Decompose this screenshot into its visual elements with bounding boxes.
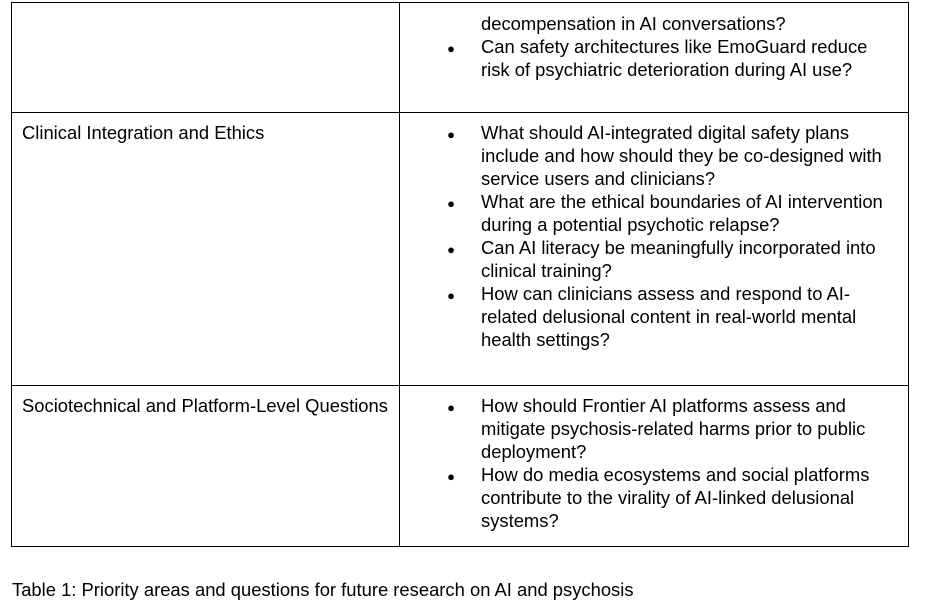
questions-cell [400, 113, 909, 386]
question-text: Can safety architectures like EmoGuard reduce risk of psychiatric deterioration during AI use? [481, 36, 868, 80]
list-item [400, 394, 900, 463]
list-item [400, 12, 900, 35]
bullet-icon [446, 282, 456, 307]
list-item [400, 121, 900, 190]
research-priorities-table [11, 2, 909, 547]
question-text: How do media ecosystems and social platforms contribute to the virality of AI-linked delusional systems? [481, 464, 870, 531]
questions-cell [400, 386, 909, 547]
list-item [400, 35, 900, 81]
question-text: How should Frontier AI platforms assess and mitigate psychosis-related harms prior to public deployment? [481, 395, 866, 462]
area-cell [12, 3, 400, 113]
area-label: Clinical Integration and Ethics [22, 122, 265, 143]
table-row [12, 386, 909, 547]
list-item [400, 282, 900, 351]
question-text: How can clinicians assess and respond to AI-related delusional content in real-world mental health settings? [481, 283, 857, 350]
question-list [400, 3, 908, 89]
bullet-icon [446, 236, 456, 261]
list-item [400, 236, 900, 282]
question-text: What are the ethical boundaries of AI intervention during a potential psychotic relapse? [481, 191, 883, 235]
bullet-icon [446, 394, 456, 419]
bullet-icon [446, 463, 456, 488]
area-label: Sociotechnical and Platform-Level Questions [22, 395, 388, 416]
questions-cell [400, 3, 909, 113]
question-list [400, 113, 908, 359]
list-item [400, 190, 900, 236]
bullet-icon [446, 35, 456, 60]
area-label [12, 3, 399, 11]
bullet-icon [446, 190, 456, 215]
table-caption: Table 1: Priority areas and questions for future research on AI and psychosis [12, 579, 634, 600]
question-text: decompensation in AI conversations? [481, 13, 786, 34]
area-cell [12, 386, 400, 547]
question-text: What should AI-integrated digital safety plans include and how should they be co-designed with service users and clinicians? [481, 122, 882, 189]
question-text: Can AI literacy be meaningfully incorporated into clinical training? [481, 237, 876, 281]
list-item [400, 463, 900, 532]
table-row [12, 3, 909, 113]
question-list [400, 386, 908, 540]
area-cell [12, 113, 400, 386]
table-row [12, 113, 909, 386]
bullet-icon [446, 121, 456, 146]
